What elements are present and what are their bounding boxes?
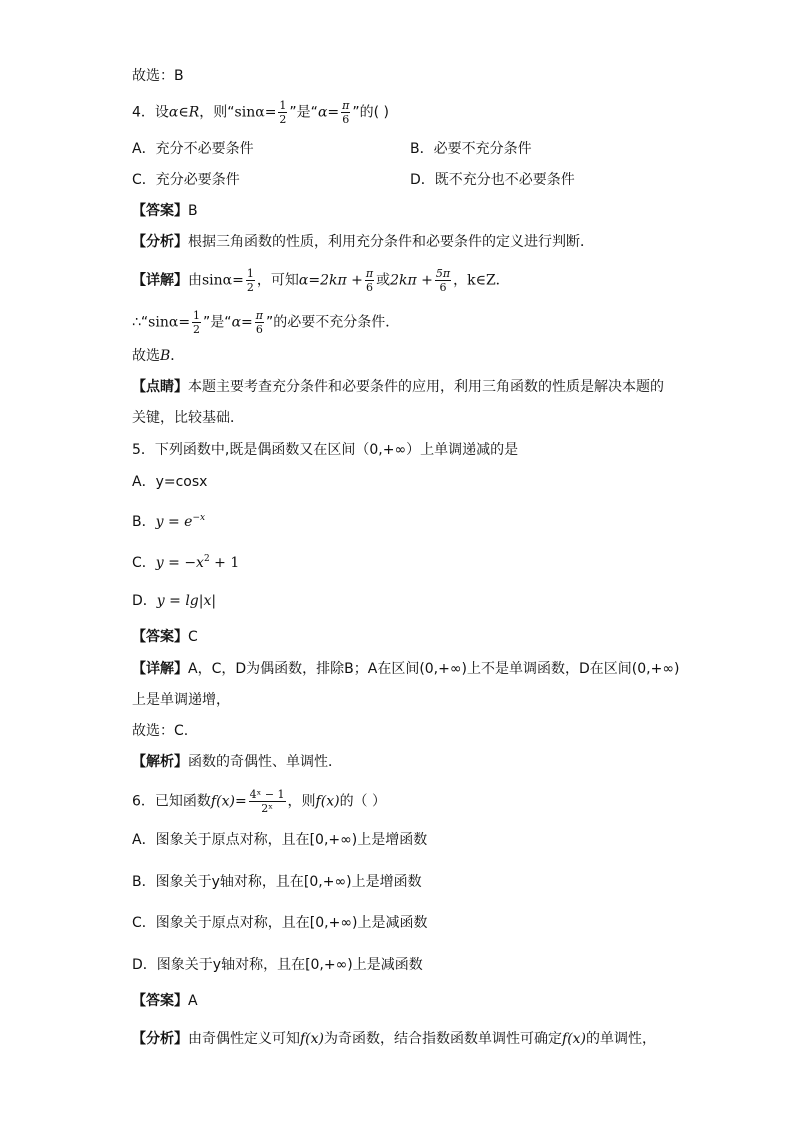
q4-concl-alpha: α	[231, 314, 242, 331]
q6-option-d: D．图象关于y轴对称，且在[0,+∞)上是减函数	[132, 957, 423, 973]
q5-option-c-label: C．	[132, 555, 156, 571]
q4-equals-2: =	[327, 104, 340, 121]
q5-choose: 故选：C.	[132, 723, 189, 739]
q5-option-c-sup: 2	[203, 554, 210, 564]
q6-fraction	[249, 788, 286, 815]
q4-detail-six-2: 6	[439, 281, 447, 294]
q4-comment-cont: 关键，比较基础．	[132, 410, 244, 426]
q4-detail-fivepi-six	[435, 267, 451, 294]
q4-sin-alpha: sinα	[234, 104, 265, 121]
q4-detail-pi: π	[365, 267, 374, 280]
q4-option-c: C．充分必要条件	[132, 172, 240, 188]
q4-detail-kZ: ，k∈Z．	[453, 272, 510, 289]
q4-choose-letter: B	[160, 348, 171, 364]
q4-comment-tag: 【点睛】	[132, 379, 188, 395]
q5-option-c-expr: y = −x	[155, 555, 204, 571]
q4-comment-line1: 本题主要考查充分条件和必要条件的应用，利用三角函数的性质是解决本题的	[188, 379, 664, 395]
q6-denominator: 2ˣ	[261, 802, 273, 815]
q4-detail-half-den: 2	[246, 281, 254, 294]
q4-therefore: ∴“	[132, 314, 149, 331]
q4-detail-or: 或	[376, 272, 391, 289]
q5-detail-cont: 上是单调递增，	[132, 692, 230, 708]
q5-option-d	[132, 591, 216, 611]
q4-alpha: α	[317, 104, 328, 121]
q4-pi: π	[342, 99, 350, 112]
q5-stem: 5．下列函数中,既是偶函数又在区间（0,+∞）上单调递减的是	[132, 442, 519, 458]
q4-answer-value: B	[188, 203, 198, 219]
q4-choose-text: 故选	[132, 348, 160, 364]
q4-detail	[132, 267, 510, 294]
q6-option-a: A．图象关于原点对称，且在[0,+∞)上是增函数	[132, 832, 428, 848]
q4-stem-mid2: ”是“	[289, 104, 318, 121]
q5-option-d-expr: y = lg|x|	[156, 593, 217, 609]
q6-analysis-b: 为奇函数，结合指数函数单调性可确定	[324, 1031, 563, 1047]
q4-stem-prefix: 4．设	[132, 104, 169, 121]
q4-detail-sin-alpha: sinα	[202, 272, 233, 289]
q6-stem-mid: ，则	[287, 793, 316, 810]
prev-answer-choose: 故选：B	[132, 68, 184, 84]
q4-concl-half-den: 2	[193, 323, 201, 336]
q5-answer-tag: 【答案】	[132, 629, 188, 645]
q4-detail-equals: =	[232, 272, 244, 289]
q4-detail-mid: ，可知	[256, 272, 299, 289]
q6-stem-prefix: 6．已知函数	[132, 793, 211, 810]
q4-detail-equals-2: =	[308, 272, 321, 289]
q4-comment	[132, 377, 664, 397]
q5-detail-line1: A，C，D为偶函数，排除B；A在区间(0,+∞)上不是单调函数，D在区间(0,+∞)	[188, 661, 680, 677]
q4-detail-2kpi-2: 2kπ +	[390, 272, 433, 289]
q4-analysis-tag: 【分析】	[132, 234, 188, 250]
q6-analysis-a: 由奇偶性定义可知	[188, 1031, 300, 1047]
q4-detail-half-num: 1	[246, 267, 254, 280]
q4-pi-six-fraction	[341, 99, 350, 126]
q6-analysis-fx-2: f(x)	[562, 1031, 587, 1047]
q4-concl-pi-six	[255, 309, 264, 336]
q4-choose-end: ．	[170, 348, 185, 364]
q5-parse-tag: 【解析】	[132, 754, 188, 770]
q4-analysis-text: 根据三角函数的性质，利用充分条件和必要条件的定义进行判断．	[188, 234, 594, 250]
q4-half-den: 2	[279, 113, 287, 126]
q4-detail-pi-six	[365, 267, 374, 294]
q4-six: 6	[342, 113, 350, 126]
q4-option-a: A．充分不必要条件	[132, 141, 254, 157]
q4-stem-end: ”的( )	[352, 104, 390, 121]
q6-analysis-fx: f(x)	[300, 1031, 325, 1047]
q5-option-b-expr: y = e	[155, 514, 193, 530]
q4-concl-half-num: 1	[193, 309, 201, 322]
q5-option-d-label: D．	[132, 593, 157, 609]
q6-stem	[132, 788, 386, 815]
q4-stem	[132, 99, 389, 126]
q6-option-c: C．图象关于原点对称，且在[0,+∞)上是减函数	[132, 915, 428, 931]
q4-answer	[132, 201, 198, 221]
q4-concl-end: ”的必要不充分条件．	[266, 314, 400, 331]
q4-concl-mid: ”是“	[203, 314, 232, 331]
q5-option-b-sup: −x	[192, 513, 206, 523]
q4-alpha-in-R: α∈R	[168, 104, 200, 121]
q5-option-b-label: B．	[132, 514, 156, 530]
q6-analysis-tag: 【分析】	[132, 1031, 188, 1047]
q5-parse-text: 函数的奇偶性、单调性．	[188, 754, 342, 770]
q4-half-num: 1	[279, 99, 287, 112]
q4-concl-equals-2: =	[241, 314, 253, 331]
q5-answer-value: C	[188, 629, 198, 645]
q4-option-b: B．必要不充分条件	[410, 141, 532, 157]
q6-answer	[132, 991, 198, 1011]
q6-stem-end: 的（ ）	[339, 793, 387, 810]
q4-option-d: D．既不充分也不必要条件	[410, 172, 575, 188]
q6-numerator: 4ˣ − 1	[249, 788, 285, 801]
q4-answer-tag: 【答案】	[132, 203, 188, 219]
q4-equals: =	[264, 104, 277, 121]
q4-stem-mid: ，则“	[199, 104, 235, 121]
q4-conclusion	[132, 309, 399, 336]
q4-detail-tag: 【详解】	[132, 272, 188, 289]
q6-equals: =	[234, 793, 247, 810]
q4-concl-equals: =	[178, 314, 191, 331]
q6-answer-value: A	[188, 993, 198, 1009]
q5-option-a: A．y=cosx	[132, 474, 208, 490]
q4-detail-prefix: 由	[188, 272, 202, 289]
q4-detail-2kpi-1: 2kπ +	[320, 272, 363, 289]
q5-answer	[132, 627, 198, 647]
q4-detail-six: 6	[365, 281, 373, 294]
q4-concl-pi: π	[255, 309, 263, 322]
q5-detail-tag: 【详解】	[132, 661, 188, 677]
q4-concl-six: 6	[255, 323, 263, 336]
q6-fx: f(x)	[210, 793, 235, 810]
q6-analysis-c: 的单调性，	[586, 1031, 657, 1047]
q5-parse	[132, 752, 342, 772]
q6-option-b: B．图象关于y轴对称，且在[0,+∞)上是增函数	[132, 874, 422, 890]
q4-analysis	[132, 232, 594, 252]
q4-half-fraction	[278, 99, 287, 126]
q4-choose	[132, 346, 184, 366]
q6-fx-2: f(x)	[315, 793, 340, 810]
q4-detail-half	[246, 267, 255, 294]
q5-detail	[132, 659, 679, 679]
q6-answer-tag: 【答案】	[132, 993, 188, 1009]
q4-detail-alpha: α	[298, 272, 309, 289]
q4-detail-fivepi: 5π	[435, 267, 451, 280]
q4-concl-half	[192, 309, 201, 336]
q4-concl-sin-alpha: sinα	[148, 314, 179, 331]
q6-analysis	[132, 1029, 656, 1049]
q5-option-c	[132, 549, 239, 573]
q5-option-b	[132, 508, 205, 532]
q5-option-c-tail: + 1	[209, 555, 240, 571]
